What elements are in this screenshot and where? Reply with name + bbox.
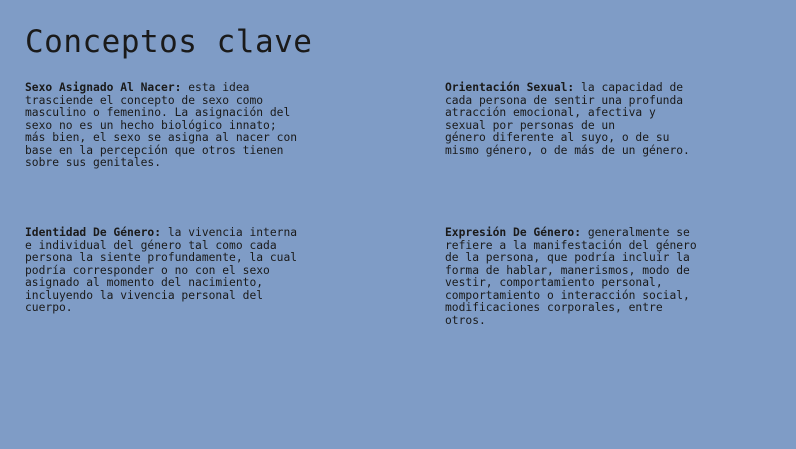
concept-text: trasciende el concepto de sexo como [25, 93, 264, 107]
concept-text: generalmente se [581, 226, 690, 239]
concept-term: Orientación Sexual: [445, 81, 575, 94]
concept-text: sexual por personas de un [445, 118, 616, 132]
concept-text: mismo género, o de más de un género. [445, 143, 690, 157]
concept-text: asignado al momento del nacimiento, [25, 276, 264, 289]
concept-text: sobre sus genitales. [25, 156, 162, 169]
concept-text: la vivencia interna [161, 226, 298, 239]
concept-text: persona la siente profundamente, la cual [25, 251, 298, 264]
concept-text: comportamiento o interacción social, [445, 288, 690, 302]
concept-text: más bien, el sexo se asigna al nacer con [25, 131, 298, 144]
concept-text: género diferente al suyo, o de su [445, 131, 670, 144]
concept-text: vestir, comportamiento personal, [445, 276, 663, 289]
concept-orientacion-sexual [445, 82, 785, 157]
concept-text: forma de hablar, manerismos, modo de [445, 263, 690, 277]
concept-text: modificaciones corporales, entre [445, 301, 663, 314]
concept-text: otros. [445, 313, 486, 327]
concept-text: podría corresponder o no con el sexo [25, 263, 270, 277]
concept-identidad-de-genero [25, 227, 365, 315]
concept-text: esta idea [181, 81, 250, 94]
concept-text: sexo no es un hecho biológico innato; [25, 118, 277, 132]
concept-text: refiere a la manifestación del género [445, 238, 697, 252]
concept-sexo-asignado [25, 82, 365, 170]
concept-expresion-de-genero [445, 227, 785, 327]
concept-text: cada persona de sentir una profunda [445, 93, 684, 107]
concept-text: e individual del género tal como cada [25, 238, 277, 252]
slide-title: Conceptos clave [25, 24, 313, 60]
concept-text: base en la percepción que otros tienen [25, 143, 284, 157]
concept-text: la capacidad de [574, 81, 684, 94]
concept-text: masculino o femenino. La asignación del [25, 106, 291, 119]
concept-term: Expresión De Género: [445, 226, 582, 239]
concept-text: atracción emocional, afectiva y [445, 106, 656, 119]
concept-text: cuerpo. [25, 301, 73, 314]
concept-text: de la persona, que podría incluir la [445, 251, 690, 264]
concept-term: Sexo Asignado Al Nacer: [25, 81, 182, 94]
concept-text: incluyendo la vivencia personal del [25, 288, 264, 302]
concept-term: Identidad De Género: [25, 226, 162, 239]
